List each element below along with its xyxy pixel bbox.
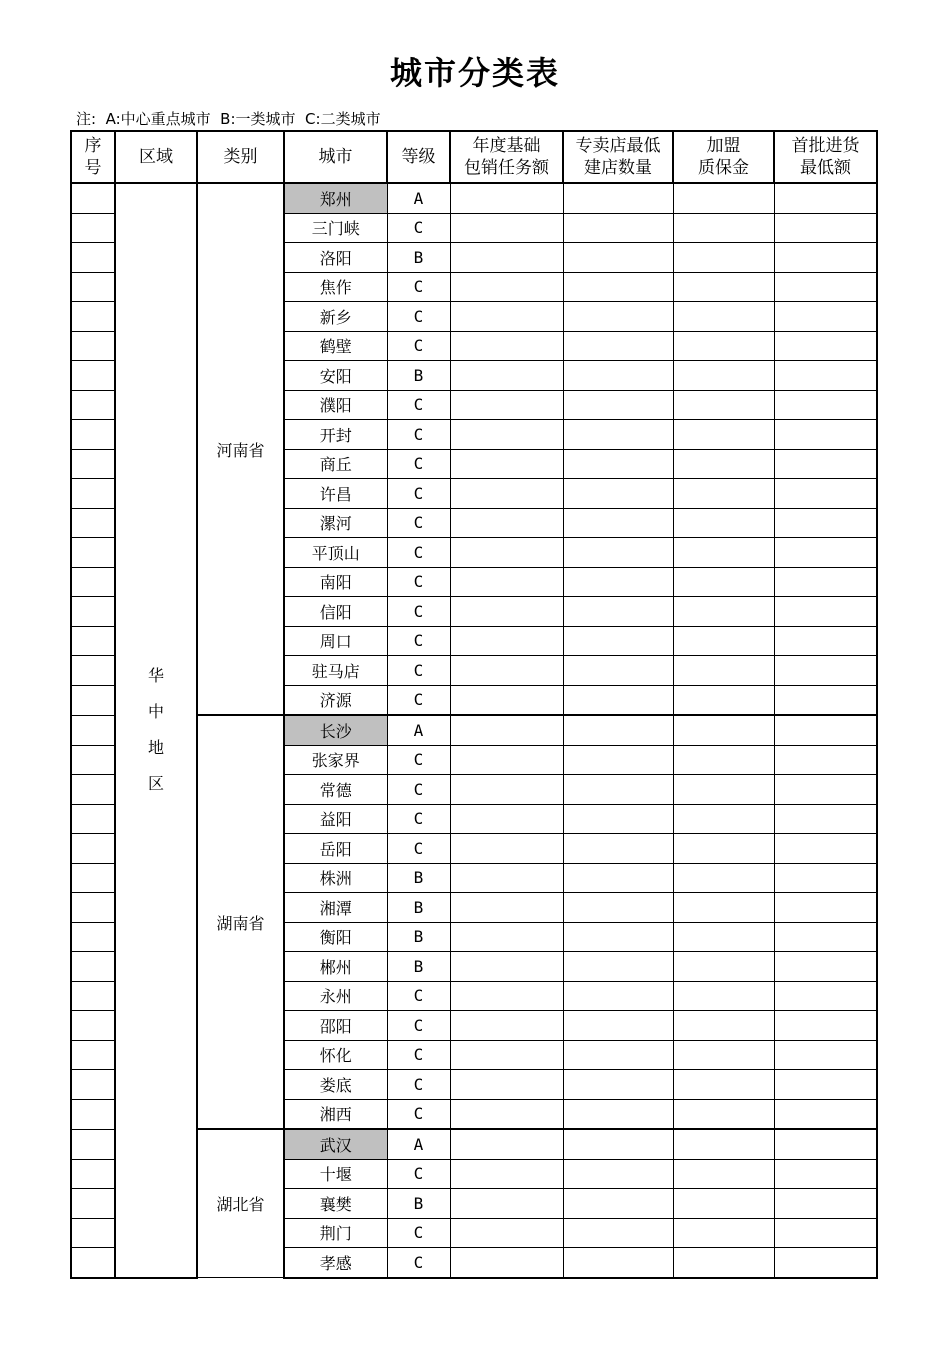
annual-task-cell <box>450 420 563 450</box>
deposit-cell <box>673 449 774 479</box>
deposit-cell <box>673 626 774 656</box>
first-purchase-cell <box>774 567 877 597</box>
first-purchase-cell <box>774 656 877 686</box>
min-stores-cell <box>563 272 673 302</box>
annual-task-cell <box>450 1040 563 1070</box>
min-stores-cell <box>563 331 673 361</box>
grade-cell: C <box>387 331 450 361</box>
annual-task-cell <box>450 213 563 243</box>
col-header-annual-task: 年度基础 包销任务额 <box>450 131 563 183</box>
grade-cell: B <box>387 361 450 391</box>
first-purchase-cell <box>774 1040 877 1070</box>
first-purchase-cell <box>774 183 877 213</box>
deposit-cell <box>673 1129 774 1159</box>
province-cell: 湖北省 <box>197 1129 284 1278</box>
city-cell: 襄樊 <box>284 1189 387 1219</box>
grade-cell: C <box>387 656 450 686</box>
grade-legend-note: 注: A:中心重点城市 B:一类城市 C:二类城市 <box>76 110 381 128</box>
grade-cell: C <box>387 626 450 656</box>
seq-cell <box>71 775 115 805</box>
city-cell: 开封 <box>284 420 387 450</box>
first-purchase-cell <box>774 213 877 243</box>
seq-cell <box>71 302 115 332</box>
annual-task-cell <box>450 981 563 1011</box>
annual-task-cell <box>450 272 563 302</box>
first-purchase-cell <box>774 1248 877 1278</box>
min-stores-cell <box>563 302 673 332</box>
grade-cell: C <box>387 390 450 420</box>
min-stores-cell <box>563 508 673 538</box>
first-purchase-cell <box>774 508 877 538</box>
annual-task-cell <box>450 804 563 834</box>
grade-cell: C <box>387 567 450 597</box>
deposit-cell <box>673 1011 774 1041</box>
city-cell: 许昌 <box>284 479 387 509</box>
seq-cell <box>71 1099 115 1129</box>
city-cell: 信阳 <box>284 597 387 627</box>
min-stores-cell <box>563 361 673 391</box>
city-cell: 常德 <box>284 775 387 805</box>
min-stores-cell <box>563 1159 673 1189</box>
min-stores-cell <box>563 597 673 627</box>
province-cell: 河南省 <box>197 183 284 715</box>
seq-cell <box>71 1040 115 1070</box>
annual-task-cell <box>450 479 563 509</box>
deposit-cell <box>673 775 774 805</box>
first-purchase-cell <box>774 775 877 805</box>
grade-cell: A <box>387 715 450 745</box>
min-stores-cell <box>563 834 673 864</box>
annual-task-cell <box>450 626 563 656</box>
seq-cell <box>71 834 115 864</box>
annual-task-cell <box>450 922 563 952</box>
city-cell: 十堰 <box>284 1159 387 1189</box>
min-stores-cell <box>563 1099 673 1129</box>
annual-task-cell <box>450 775 563 805</box>
min-stores-cell <box>563 243 673 273</box>
city-cell: 郑州 <box>284 183 387 213</box>
first-purchase-cell <box>774 626 877 656</box>
min-stores-cell <box>563 1011 673 1041</box>
grade-cell: C <box>387 1040 450 1070</box>
seq-cell <box>71 183 115 213</box>
annual-task-cell <box>450 1218 563 1248</box>
seq-cell <box>71 390 115 420</box>
grade-cell: B <box>387 893 450 923</box>
min-stores-cell <box>563 893 673 923</box>
min-stores-cell <box>563 213 673 243</box>
first-purchase-cell <box>774 1159 877 1189</box>
grade-cell: C <box>387 213 450 243</box>
min-stores-cell <box>563 538 673 568</box>
grade-cell: C <box>387 597 450 627</box>
seq-cell <box>71 567 115 597</box>
table-body <box>71 183 877 1278</box>
seq-cell <box>71 1189 115 1219</box>
grade-cell: C <box>387 834 450 864</box>
annual-task-cell <box>450 715 563 745</box>
city-cell: 安阳 <box>284 361 387 391</box>
region-char: 地 <box>147 738 164 758</box>
first-purchase-cell <box>774 449 877 479</box>
grade-cell: C <box>387 745 450 775</box>
min-stores-cell <box>563 656 673 686</box>
annual-task-cell <box>450 1159 563 1189</box>
city-cell: 长沙 <box>284 715 387 745</box>
city-cell: 濮阳 <box>284 390 387 420</box>
grade-cell: C <box>387 1159 450 1189</box>
grade-cell: B <box>387 863 450 893</box>
first-purchase-cell <box>774 331 877 361</box>
deposit-cell <box>673 745 774 775</box>
deposit-cell <box>673 685 774 715</box>
seq-cell <box>71 508 115 538</box>
city-cell: 荆门 <box>284 1218 387 1248</box>
grade-cell: B <box>387 922 450 952</box>
annual-task-cell <box>450 243 563 273</box>
seq-cell <box>71 922 115 952</box>
first-purchase-cell <box>774 745 877 775</box>
annual-task-cell <box>450 1099 563 1129</box>
region-char: 中 <box>147 702 164 722</box>
seq-cell <box>71 1218 115 1248</box>
min-stores-cell <box>563 1218 673 1248</box>
first-purchase-cell <box>774 302 877 332</box>
city-cell: 新乡 <box>284 302 387 332</box>
first-purchase-cell <box>774 1189 877 1219</box>
seq-cell <box>71 420 115 450</box>
first-purchase-cell <box>774 390 877 420</box>
seq-cell <box>71 745 115 775</box>
annual-task-cell <box>450 1129 563 1159</box>
annual-task-cell <box>450 893 563 923</box>
annual-task-cell <box>450 331 563 361</box>
min-stores-cell <box>563 745 673 775</box>
min-stores-cell <box>563 1189 673 1219</box>
deposit-cell <box>673 538 774 568</box>
min-stores-cell <box>563 1248 673 1278</box>
first-purchase-cell <box>774 361 877 391</box>
seq-cell <box>71 715 115 745</box>
region-char: 华 <box>147 666 164 686</box>
first-purchase-cell <box>774 922 877 952</box>
first-purchase-cell <box>774 243 877 273</box>
deposit-cell <box>673 183 774 213</box>
city-cell: 济源 <box>284 685 387 715</box>
deposit-cell <box>673 1070 774 1100</box>
region-cell <box>115 183 197 1278</box>
grade-cell: C <box>387 775 450 805</box>
min-stores-cell <box>563 1129 673 1159</box>
min-stores-cell <box>563 449 673 479</box>
grade-cell: C <box>387 1218 450 1248</box>
min-stores-cell <box>563 1040 673 1070</box>
col-header-first-purchase: 首批进货 最低额 <box>774 131 877 183</box>
deposit-cell <box>673 508 774 538</box>
grade-cell: B <box>387 1189 450 1219</box>
deposit-cell <box>673 1099 774 1129</box>
deposit-cell <box>673 597 774 627</box>
city-cell: 三门峡 <box>284 213 387 243</box>
col-header-city: 城市 <box>284 131 387 183</box>
seq-cell <box>71 952 115 982</box>
col-header-min-stores: 专卖店最低 建店数量 <box>563 131 673 183</box>
grade-cell: C <box>387 302 450 332</box>
min-stores-cell <box>563 626 673 656</box>
seq-cell <box>71 1129 115 1159</box>
deposit-cell <box>673 1218 774 1248</box>
grade-cell: C <box>387 1011 450 1041</box>
seq-cell <box>71 626 115 656</box>
city-cell: 湘潭 <box>284 893 387 923</box>
grade-cell: C <box>387 1099 450 1129</box>
annual-task-cell <box>450 1070 563 1100</box>
deposit-cell <box>673 272 774 302</box>
seq-cell <box>71 863 115 893</box>
grade-cell: C <box>387 508 450 538</box>
city-cell: 衡阳 <box>284 922 387 952</box>
city-cell: 焦作 <box>284 272 387 302</box>
annual-task-cell <box>450 685 563 715</box>
deposit-cell <box>673 863 774 893</box>
page-title: 城市分类表 <box>389 54 560 92</box>
first-purchase-cell <box>774 272 877 302</box>
grade-cell: C <box>387 538 450 568</box>
city-cell: 株洲 <box>284 863 387 893</box>
annual-task-cell <box>450 1248 563 1278</box>
deposit-cell <box>673 361 774 391</box>
deposit-cell <box>673 243 774 273</box>
min-stores-cell <box>563 715 673 745</box>
min-stores-cell <box>563 183 673 213</box>
min-stores-cell <box>563 804 673 834</box>
city-cell: 永州 <box>284 981 387 1011</box>
table-row <box>71 183 877 213</box>
min-stores-cell <box>563 685 673 715</box>
grade-cell: C <box>387 804 450 834</box>
deposit-cell <box>673 567 774 597</box>
seq-cell <box>71 213 115 243</box>
first-purchase-cell <box>774 420 877 450</box>
city-classification-table <box>70 130 878 1279</box>
min-stores-cell <box>563 390 673 420</box>
deposit-cell <box>673 952 774 982</box>
seq-cell <box>71 1070 115 1100</box>
annual-task-cell <box>450 745 563 775</box>
deposit-cell <box>673 1248 774 1278</box>
annual-task-cell <box>450 302 563 332</box>
city-cell: 邵阳 <box>284 1011 387 1041</box>
deposit-cell <box>673 390 774 420</box>
min-stores-cell <box>563 981 673 1011</box>
city-cell: 洛阳 <box>284 243 387 273</box>
seq-cell <box>71 272 115 302</box>
seq-cell <box>71 804 115 834</box>
first-purchase-cell <box>774 804 877 834</box>
city-cell: 怀化 <box>284 1040 387 1070</box>
col-header-region: 区域 <box>115 131 197 183</box>
deposit-cell <box>673 213 774 243</box>
min-stores-cell <box>563 479 673 509</box>
annual-task-cell <box>450 567 563 597</box>
deposit-cell <box>673 804 774 834</box>
grade-cell: A <box>387 1129 450 1159</box>
annual-task-cell <box>450 538 563 568</box>
grade-cell: C <box>387 420 450 450</box>
deposit-cell <box>673 981 774 1011</box>
city-cell: 鹤壁 <box>284 331 387 361</box>
grade-cell: C <box>387 981 450 1011</box>
city-cell: 娄底 <box>284 1070 387 1100</box>
first-purchase-cell <box>774 479 877 509</box>
first-purchase-cell <box>774 538 877 568</box>
seq-cell <box>71 449 115 479</box>
grade-cell: C <box>387 1248 450 1278</box>
seq-cell <box>71 361 115 391</box>
city-cell: 张家界 <box>284 745 387 775</box>
annual-task-cell <box>450 656 563 686</box>
grade-cell: B <box>387 243 450 273</box>
deposit-cell <box>673 893 774 923</box>
min-stores-cell <box>563 420 673 450</box>
deposit-cell <box>673 420 774 450</box>
min-stores-cell <box>563 922 673 952</box>
first-purchase-cell <box>774 1070 877 1100</box>
min-stores-cell <box>563 1070 673 1100</box>
city-cell: 孝感 <box>284 1248 387 1278</box>
seq-cell <box>71 597 115 627</box>
first-purchase-cell <box>774 1011 877 1041</box>
col-header-seq: 序 号 <box>71 131 115 183</box>
seq-cell <box>71 685 115 715</box>
city-cell: 平顶山 <box>284 538 387 568</box>
seq-cell <box>71 1011 115 1041</box>
first-purchase-cell <box>774 863 877 893</box>
seq-cell <box>71 981 115 1011</box>
first-purchase-cell <box>774 715 877 745</box>
seq-cell <box>71 656 115 686</box>
seq-cell <box>71 243 115 273</box>
first-purchase-cell <box>774 1099 877 1129</box>
deposit-cell <box>673 715 774 745</box>
grade-cell: C <box>387 685 450 715</box>
city-cell: 益阳 <box>284 804 387 834</box>
annual-task-cell <box>450 390 563 420</box>
city-cell: 郴州 <box>284 952 387 982</box>
seq-cell <box>71 479 115 509</box>
annual-task-cell <box>450 1011 563 1041</box>
col-header-grade: 等级 <box>387 131 450 183</box>
grade-cell: A <box>387 183 450 213</box>
city-cell: 南阳 <box>284 567 387 597</box>
annual-task-cell <box>450 863 563 893</box>
province-cell: 湖南省 <box>197 715 284 1129</box>
deposit-cell <box>673 1040 774 1070</box>
first-purchase-cell <box>774 1218 877 1248</box>
city-cell: 漯河 <box>284 508 387 538</box>
region-char: 区 <box>147 774 164 794</box>
annual-task-cell <box>450 361 563 391</box>
grade-cell: C <box>387 449 450 479</box>
min-stores-cell <box>563 952 673 982</box>
first-purchase-cell <box>774 597 877 627</box>
annual-task-cell <box>450 952 563 982</box>
first-purchase-cell <box>774 685 877 715</box>
first-purchase-cell <box>774 1129 877 1159</box>
annual-task-cell <box>450 834 563 864</box>
seq-cell <box>71 1159 115 1189</box>
min-stores-cell <box>563 567 673 597</box>
deposit-cell <box>673 922 774 952</box>
deposit-cell <box>673 1159 774 1189</box>
col-header-category: 类别 <box>197 131 284 183</box>
annual-task-cell <box>450 1189 563 1219</box>
col-header-deposit: 加盟 质保金 <box>673 131 774 183</box>
deposit-cell <box>673 331 774 361</box>
city-cell: 湘西 <box>284 1099 387 1129</box>
first-purchase-cell <box>774 834 877 864</box>
deposit-cell <box>673 1189 774 1219</box>
city-cell: 商丘 <box>284 449 387 479</box>
deposit-cell <box>673 302 774 332</box>
grade-cell: C <box>387 272 450 302</box>
grade-cell: C <box>387 479 450 509</box>
min-stores-cell <box>563 863 673 893</box>
header-row <box>71 131 877 183</box>
grade-cell: C <box>387 1070 450 1100</box>
seq-cell <box>71 538 115 568</box>
seq-cell <box>71 1248 115 1278</box>
annual-task-cell <box>450 449 563 479</box>
city-cell: 武汉 <box>284 1129 387 1159</box>
min-stores-cell <box>563 775 673 805</box>
annual-task-cell <box>450 597 563 627</box>
annual-task-cell <box>450 183 563 213</box>
first-purchase-cell <box>774 981 877 1011</box>
deposit-cell <box>673 656 774 686</box>
city-cell: 周口 <box>284 626 387 656</box>
first-purchase-cell <box>774 952 877 982</box>
first-purchase-cell <box>774 893 877 923</box>
city-cell: 岳阳 <box>284 834 387 864</box>
seq-cell <box>71 893 115 923</box>
city-cell: 驻马店 <box>284 656 387 686</box>
grade-cell: B <box>387 952 450 982</box>
deposit-cell <box>673 834 774 864</box>
seq-cell <box>71 331 115 361</box>
annual-task-cell <box>450 508 563 538</box>
deposit-cell <box>673 479 774 509</box>
